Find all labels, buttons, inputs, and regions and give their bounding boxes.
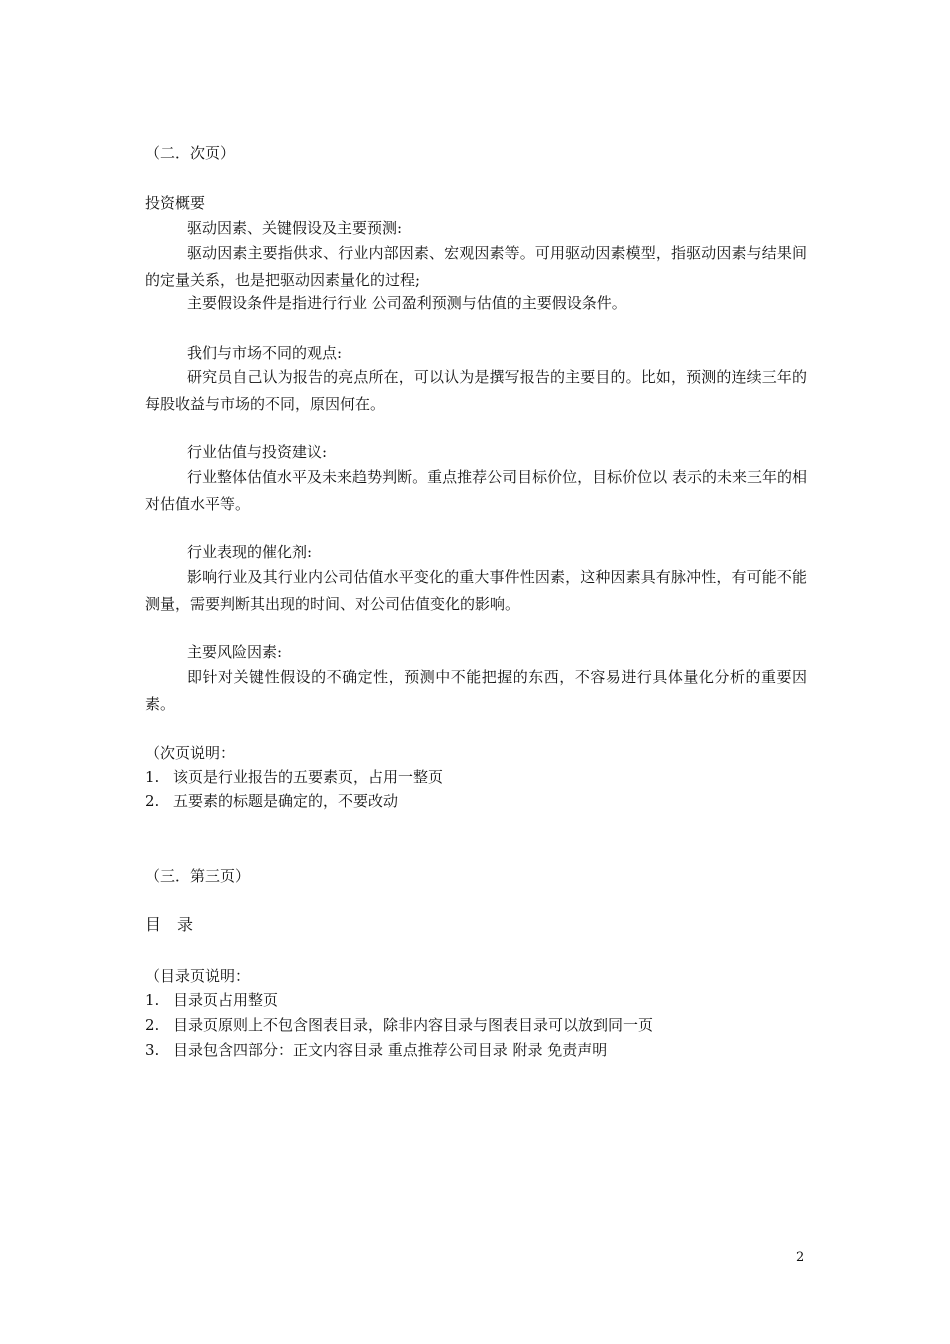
note-item <box>145 791 398 811</box>
note-text: 五要素的标题是确定的，不要改动 <box>173 792 399 810</box>
section-title-different-view: 我们与市场不同的观点: <box>187 344 343 362</box>
toc-heading: 目录 <box>145 915 210 934</box>
note-number: 2. <box>145 792 160 810</box>
note-text: 该页是行业报告的五要素页，占用一整页 <box>173 768 444 786</box>
paragraph-drivers-2: 主要假设条件是指进行行业 公司盈利预测与估值的主要假设条件。 <box>187 294 627 312</box>
section-title-drivers: 驱动因素、关键假设及主要预测: <box>187 219 403 237</box>
note-item <box>145 990 278 1010</box>
note-text: 目录页原则上不包含图表目录，除非内容目录与图表目录可以放到同一页 <box>173 1016 654 1034</box>
paragraph-catalysts: 影响行业及其行业内公司估值水平变化的重大事件性因素，这种因素具有脉冲性，有可能不能测量，需要判断其出现的时间、对公司估值变化的影响。 <box>145 568 807 613</box>
note-item <box>145 1015 653 1035</box>
page-marker-3: （三．第三页） <box>145 867 251 885</box>
note-number: 1. <box>145 768 160 786</box>
paragraph-risks: 即针对关键性假设的不确定性，预测中不能把握的东西，不容易进行具体量化分析的重要因素。 <box>145 668 807 713</box>
note-number: 1. <box>145 991 160 1009</box>
paragraph-valuation: 行业整体估值水平及未来趋势判断。重点推荐公司目标价位，目标价位以 表示的未来三年的相对估值水平等。 <box>145 468 807 513</box>
section-title-valuation: 行业估值与投资建议: <box>187 443 328 461</box>
note-text: 目录页占用整页 <box>173 991 279 1009</box>
note-title-page2: （次页说明： <box>145 744 236 762</box>
section-title-risks: 主要风险因素: <box>187 643 283 661</box>
page-number: 2 <box>796 1250 805 1265</box>
section-heading-investment-summary: 投资概要 <box>145 194 206 212</box>
note-item <box>145 1040 607 1060</box>
note-number: 3. <box>145 1041 160 1059</box>
note-number: 2. <box>145 1016 160 1034</box>
note-text: 目录包含四部分：正文内容目录 重点推荐公司目录 附录 免责声明 <box>173 1041 608 1059</box>
paragraph-different-view: 研究员自己认为报告的亮点所在，可以认为是撰写报告的主要目的。比如，预测的连续三年的每股收益与市场的不同，原因何在。 <box>145 368 807 413</box>
section-title-catalysts: 行业表现的催化剂: <box>187 543 313 561</box>
page-marker-2: （二．次页） <box>145 144 236 162</box>
note-title-page3: （目录页说明： <box>145 967 251 985</box>
paragraph-drivers-1: 驱动因素主要指供求、行业内部因素、宏观因素等。可用驱动因素模型，指驱动因素与结果间的定量关系，也是把驱动因素量化的过程; <box>145 244 807 289</box>
note-item <box>145 767 443 787</box>
